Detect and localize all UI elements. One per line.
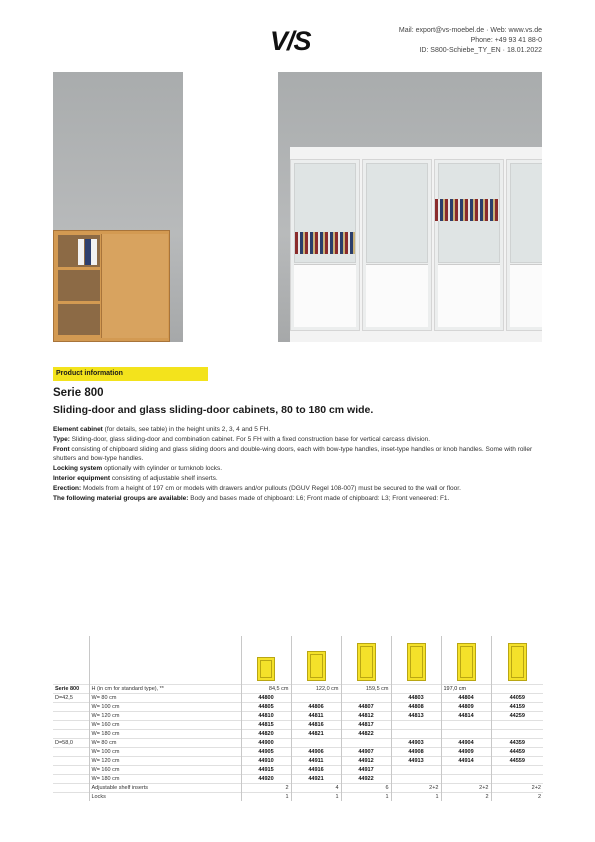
wood-cabinet xyxy=(53,230,170,342)
table-row: W= 180 cm 44920 44921 44922 xyxy=(53,775,543,784)
product-table xyxy=(53,636,543,801)
white-cabinet xyxy=(362,159,432,331)
cabinet-3fh-icon xyxy=(307,651,326,681)
table-row: W= 160 cm 44915 44916 44917 xyxy=(53,766,543,775)
table-row: W= 180 cm 44820 44821 44822 xyxy=(53,730,543,739)
table-row: W= 160 cm 44815 44816 44817 xyxy=(53,721,543,730)
table-row: D=42,5 W= 80 cm 44800 44803 44804 44059 xyxy=(53,694,543,703)
product-description: Element cabinet (for details, see table) in the height units 2, 3, 4 and 5 FH. Type: Sliding-door, glass sliding-door and combination cabinet. For 5 FH with a fixed construction base for vertical carcass division. Front consisting of chipboard sliding and glass sliding doors and double-wing doors, each with bow-type handles, inset-type handles or knob handles. Some with roller shutters and bow-type handles. Locking system optionally with cylinder or turnknob locks. Interior equipment consisting of adjustable shelf inserts. Erection: Models from a height of 197 cm or models with drawers and/or pullouts (DGUV Regel 108-007) must be secured to the wall or floor. The following material groups are available: Body and bases made of chipboard: L6; Front made of chipboard: L3; Front veneered: F1. xyxy=(53,426,533,502)
product-subtitle: Sliding-door and glass sliding-door cabinets, 80 to 180 cm wide. xyxy=(53,404,374,416)
series-title: Serie 800 xyxy=(53,387,104,399)
cabinet-4fh-icon xyxy=(357,643,376,681)
product-photo-wood-cabinet xyxy=(53,72,183,342)
brand-logo: V/S xyxy=(270,26,311,56)
table-row: W= 100 cm 44805 44806 44807 44808 44809 44159 xyxy=(53,703,543,712)
cabinet-5fh-icon xyxy=(407,643,426,681)
table-row: Locks 1 1 1 1 2 2 xyxy=(53,793,543,802)
contact-info xyxy=(399,26,542,56)
cabinet-pictograms-row xyxy=(53,636,543,685)
contact-mail-web: Mail: export@vs-moebel.de · Web: www.vs.de xyxy=(398,27,542,34)
table-row: W= 120 cm 44810 44811 44812 44813 44814 44259 xyxy=(53,712,543,721)
white-cabinet xyxy=(434,159,504,331)
product-info-badge: Product information xyxy=(53,367,208,381)
table-row: W= 120 cm 44910 44911 44912 44913 44914 44559 xyxy=(53,757,543,766)
table-row: Adjustable shelf inserts 2 4 6 2+2 2+2 2+2 xyxy=(53,784,543,793)
table-row: D=58,0 W= 80 cm 44900 44903 44904 44359 xyxy=(53,739,543,748)
table-row: W= 100 cm 44905 44906 44907 44908 44909 44459 xyxy=(53,748,543,757)
cabinet-5fh-glass-icon xyxy=(457,643,476,681)
cabinet-2fh-icon xyxy=(257,657,275,681)
table-header-row: Serie 800 H (in cm for standard type), ** 84,5 cm 122,0 cm 159,5 cm 197,0 cm xyxy=(53,685,543,694)
white-cabinet xyxy=(506,159,542,331)
document-id: ID: S800-Schiebe_TY_EN · 18.01.2022 xyxy=(419,47,542,54)
product-photo-white-cabinets xyxy=(278,72,542,342)
cabinet-5fh-wing-icon xyxy=(508,643,527,681)
contact-phone: Phone: +49 93 41 88-0 xyxy=(470,37,542,44)
